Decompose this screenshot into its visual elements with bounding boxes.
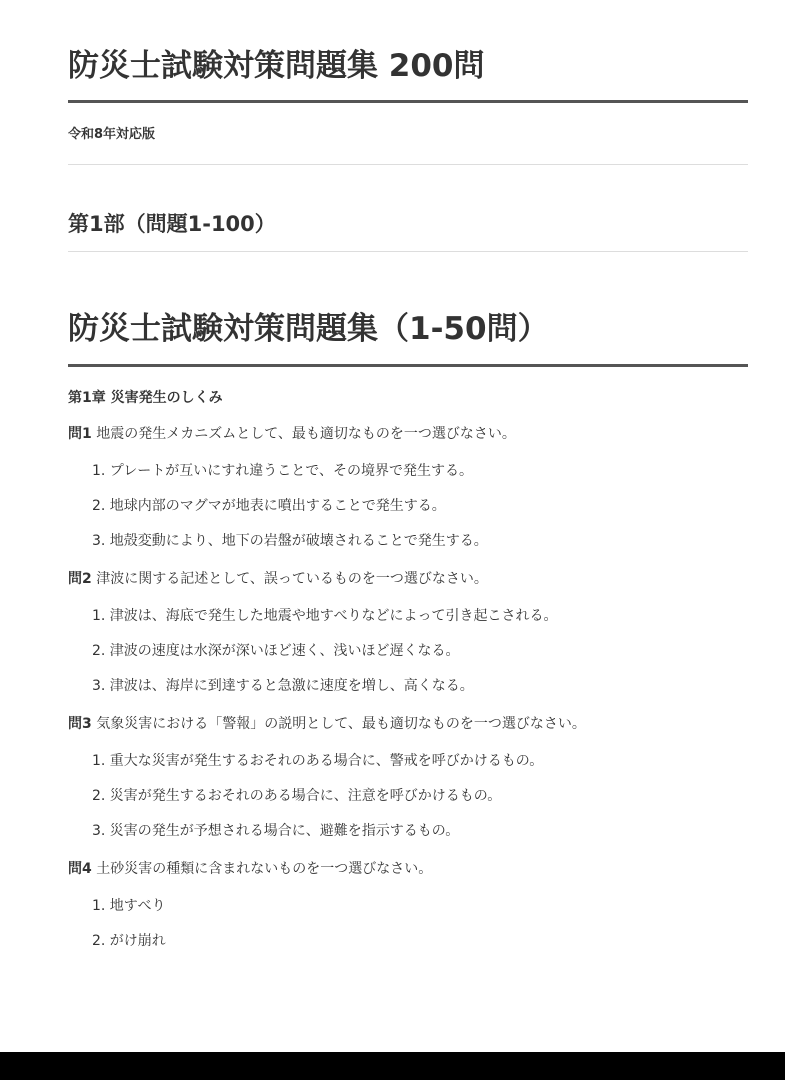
question-3-options <box>68 750 748 842</box>
question-number: 問3 <box>68 716 92 732</box>
bottom-black-bar <box>0 1052 785 1080</box>
option-item: 2. 地球内部のマグマが地表に噴出することで発生する。 <box>92 498 446 514</box>
option-item: 2. がけ崩れ <box>92 933 166 949</box>
question-number: 問2 <box>68 571 92 587</box>
edition-label: 令和8年対応版 <box>68 127 156 142</box>
question-number: 問4 <box>68 861 92 877</box>
chapter-title: 第1章 災害発生のしくみ <box>68 390 223 406</box>
option-item: 2. 災害が発生するおそれのある場合に、注意を呼びかけるもの。 <box>92 788 502 804</box>
document-title: 防災士試験対策問題集 200問 <box>68 48 485 84</box>
question-4-options <box>68 895 748 952</box>
question-2 <box>68 568 748 590</box>
section-divider <box>68 364 748 367</box>
question-2-options <box>68 605 748 697</box>
option-item: 3. 津波は、海岸に到達すると急激に速度を増し、高くなる。 <box>92 678 474 694</box>
question-1 <box>68 423 748 445</box>
question-4 <box>68 858 748 880</box>
question-text: 地震の発生メカニズムとして、最も適切なものを一つ選びなさい。 <box>96 426 516 442</box>
option-item: 1. 重大な災害が発生するおそれのある場合に、警戒を呼びかけるもの。 <box>92 753 544 769</box>
question-number: 問1 <box>68 426 92 442</box>
part-title: 第1部（問題1-100） <box>68 212 276 236</box>
title-divider <box>68 100 748 103</box>
document-page <box>68 0 748 952</box>
part-divider <box>68 251 748 252</box>
section-title: 防災士試験対策問題集（1-50問） <box>68 311 549 347</box>
option-item: 1. 地すべり <box>92 898 166 914</box>
question-text: 土砂災害の種類に含まれないものを一つ選びなさい。 <box>96 861 433 877</box>
option-item: 3. 災害の発生が予想される場合に、避難を指示するもの。 <box>92 823 460 839</box>
option-item: 1. 津波は、海底で発生した地震や地すべりなどによって引き起こされる。 <box>92 608 558 624</box>
question-1-options <box>68 460 748 552</box>
option-item: 1. プレートが互いにすれ違うことで、その境界で発生する。 <box>92 463 473 479</box>
option-item: 2. 津波の速度は水深が深いほど速く、浅いほど遅くなる。 <box>92 643 460 659</box>
question-text: 津波に関する記述として、誤っているものを一つ選びなさい。 <box>96 571 488 587</box>
option-item: 3. 地殻変動により、地下の岩盤が破壊されることで発生する。 <box>92 533 488 549</box>
edition-divider <box>68 164 748 165</box>
question-text: 気象災害における「警報」の説明として、最も適切なものを一つ選びなさい。 <box>96 716 586 732</box>
question-3 <box>68 713 748 735</box>
